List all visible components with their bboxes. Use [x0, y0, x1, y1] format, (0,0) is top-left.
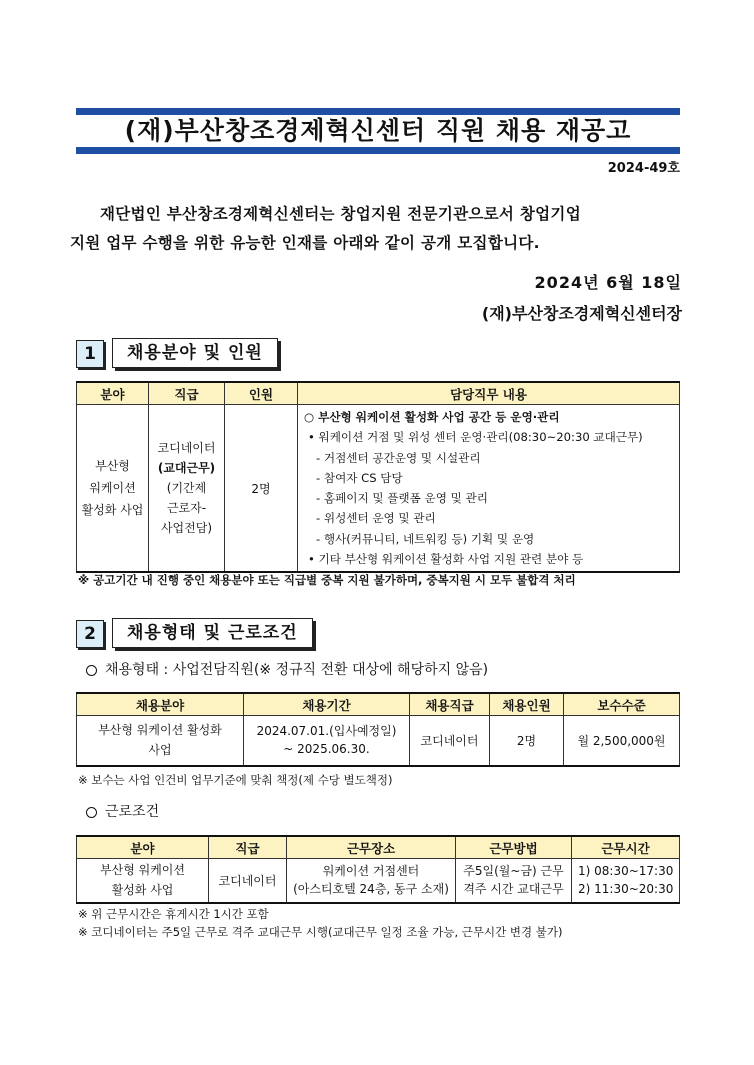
work-conditions-line: [86, 801, 159, 821]
rank-line-1: 코디네이터: [157, 441, 216, 456]
col-field: 채용분야: [77, 693, 244, 716]
intro-line-2: 지원 업무 수행을 위한 유능한 인재를 아래와 같이 공개 모집합니다.: [70, 234, 540, 252]
title-bar-bottom: [76, 147, 680, 154]
circle-bullet-icon: [86, 665, 97, 676]
method-cell: 주5일(월~금) 근무 격주 시간 교대근무: [456, 859, 572, 903]
count-cell: 2명: [225, 405, 298, 573]
work-conditions-table: [76, 835, 680, 904]
announcement-date: 2024년 6월 18일: [534, 273, 682, 292]
intro-paragraph: [70, 200, 684, 258]
work-note-2: ※ 코디네이터는 주5일 근무로 격주 교대근무 시행(교대근무 일정 조율 가능, 근무시간 변경 불가): [78, 925, 563, 939]
duty-item: - 거점센터 공간운영 및 시설관리: [316, 450, 481, 465]
duty-item: - 위성센터 운영 및 관리: [316, 511, 436, 526]
section-1-note: ※ 공고기간 내 진행 중인 채용분야 또는 직급별 중복 지원 불가하며, 중복지원 시 모두 불합격 처리: [78, 573, 576, 587]
work-note-1: ※ 위 근무시간은 휴게시간 1시간 포함: [78, 907, 269, 921]
document-number: 2024-49호: [607, 161, 680, 176]
work-conditions-text: 근로조건: [105, 804, 160, 820]
section-1-title: 채용분야 및 인원: [112, 338, 278, 368]
count-cell: 2명: [490, 716, 564, 766]
employment-type-line: [86, 659, 488, 679]
hours-cell: 1) 08:30~17:30 2) 11:30~20:30: [572, 859, 680, 903]
col-rank: 채용직급: [410, 693, 490, 716]
col-hours: 근무시간: [572, 836, 680, 859]
page-title: (재)부산창조경제혁신센터 직원 채용 재공고: [124, 116, 632, 145]
duties-cell: [298, 405, 680, 573]
col-pay: 보수수준: [564, 693, 680, 716]
section-2-number: 2: [76, 620, 104, 648]
col-rank: 직급: [209, 836, 287, 859]
col-count: 인원: [225, 382, 298, 405]
rank-cell: [149, 405, 225, 573]
title-banner: [76, 108, 680, 154]
col-method: 근무방법: [456, 836, 572, 859]
employment-type-text: 채용형태 : 사업전담직원(※ 정규직 전환 대상에 해당하지 않음): [105, 662, 489, 678]
field-cell: 부산형 워케이션 활성화 사업: [77, 859, 209, 903]
duty-item: • 기타 부산형 워케이션 활성화 사업 지원 관련 분야 등: [308, 552, 584, 567]
recruitment-field-table: [76, 381, 680, 573]
col-duties: 담당직무 내용: [298, 382, 680, 405]
rank-line-2: (교대근무): [157, 461, 216, 476]
section-1-number: 1: [76, 340, 104, 368]
place-cell: 워케이션 거점센터 (아스티호텔 24층, 동구 소재): [287, 859, 456, 903]
col-period: 채용기간: [244, 693, 410, 716]
duty-item: - 홈페이지 및 플랫폼 운영 및 관리: [316, 491, 488, 506]
field-cell: 부산형 워케이션 활성화 사업: [77, 716, 244, 766]
circle-bullet-icon: [86, 807, 97, 818]
duty-item: • 워케이션 거점 및 위성 센터 운영·관리(08:30~20:30 교대근무): [308, 430, 643, 445]
issuer-name: (재)부산창조경제혁신센터장: [481, 304, 682, 323]
section-2-title: 채용형태 및 근로조건: [112, 618, 313, 648]
pay-note: ※ 보수는 사업 인건비 업무기준에 맞춰 책정(제 수당 별도책정): [78, 773, 393, 787]
period-cell: 2024.07.01.(입사예정일) ~ 2025.06.30.: [244, 716, 410, 766]
employment-type-table: [76, 692, 680, 767]
col-field: 분야: [77, 836, 209, 859]
rank-cell: 코디네이터: [209, 859, 287, 903]
title-bar-top: [76, 108, 680, 115]
col-count: 채용인원: [490, 693, 564, 716]
duty-item: - 참여자 CS 담당: [316, 470, 403, 485]
field-cell: 부산형 워케이션 활성화 사업: [77, 405, 149, 573]
duty-item: ○ 부산형 워케이션 활성화 사업 공간 등 운영·관리: [304, 410, 560, 424]
rank-line-3: (기간제 근로자- 사업전담): [160, 481, 213, 536]
rank-cell: 코디네이터: [410, 716, 490, 766]
col-field: 분야: [77, 382, 149, 405]
col-place: 근무장소: [287, 836, 456, 859]
col-rank: 직급: [149, 382, 225, 405]
duty-item: - 행사(커뮤니티, 네트워킹 등) 기획 및 운영: [316, 531, 535, 546]
pay-cell: 월 2,500,000원: [564, 716, 680, 766]
intro-line-1: 재단법인 부산창조경제혁신센터는 창업지원 전문기관으로서 창업기업: [100, 205, 581, 223]
